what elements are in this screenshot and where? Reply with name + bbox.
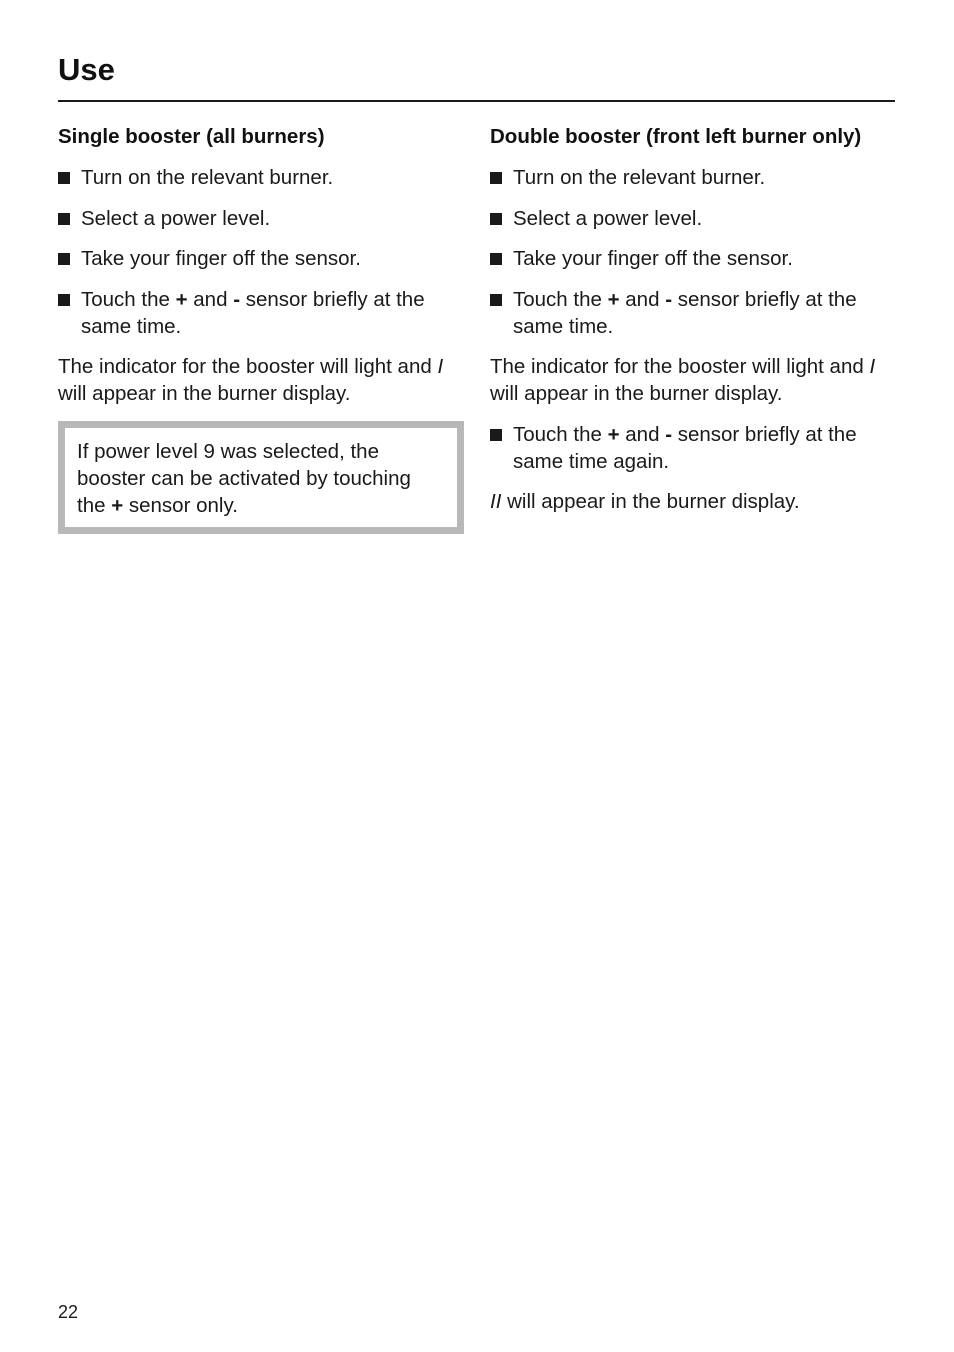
square-bullet-icon: [490, 429, 502, 441]
square-bullet-icon: [58, 253, 70, 265]
double-booster-heading: Double booster (front left burner only): [490, 125, 862, 148]
plus-sensor-symbol: +: [607, 287, 620, 311]
right-column: [490, 123, 890, 529]
minus-sensor-symbol: -: [665, 422, 673, 446]
header-rule: [58, 100, 895, 102]
booster-display-symbol: I: [869, 355, 876, 378]
booster-result-text: The indicator for the booster will light and I will appear in the burner display.: [58, 355, 444, 405]
single-booster-steps: [58, 164, 458, 340]
note-box: If power level 9 was selected, the booster can be activated by touching the + sensor only.: [58, 421, 464, 534]
booster-result-text: The indicator for the booster will light and I will appear in the burner display.: [490, 355, 876, 405]
double-booster-extra-step: [490, 421, 890, 475]
section-title: Use: [58, 52, 115, 87]
list-item: Touch the + and - sensor briefly at the same time.: [58, 286, 458, 340]
double-booster-display-symbol: II: [490, 490, 502, 513]
minus-sensor-symbol: -: [233, 287, 241, 311]
plus-sensor-symbol: +: [175, 287, 188, 311]
list-item: Select a power level.: [490, 205, 890, 232]
plus-sensor-symbol: +: [111, 493, 124, 517]
square-bullet-icon: [490, 294, 502, 306]
square-bullet-icon: [490, 253, 502, 265]
list-item: Touch the + and - sensor briefly at the same time again.: [490, 421, 890, 475]
double-booster-result-text: II will appear in the burner display.: [490, 490, 800, 513]
square-bullet-icon: [58, 172, 70, 184]
list-item: Select a power level.: [58, 205, 458, 232]
list-item: Touch the + and - sensor briefly at the same time.: [490, 286, 890, 340]
single-booster-heading: Single booster (all burners): [58, 125, 325, 148]
plus-sensor-symbol: +: [607, 422, 620, 446]
square-bullet-icon: [58, 294, 70, 306]
list-item: Take your finger off the sensor.: [58, 245, 458, 272]
list-item: Turn on the relevant burner.: [490, 164, 890, 191]
double-booster-steps: [490, 164, 890, 340]
minus-sensor-symbol: -: [665, 287, 673, 311]
list-item: Turn on the relevant burner.: [58, 164, 458, 191]
page-number: 22: [58, 1302, 79, 1322]
square-bullet-icon: [58, 213, 70, 225]
square-bullet-icon: [490, 172, 502, 184]
left-column: [58, 123, 458, 534]
square-bullet-icon: [490, 213, 502, 225]
booster-display-symbol: I: [437, 355, 444, 378]
list-item: Take your finger off the sensor.: [490, 245, 890, 272]
